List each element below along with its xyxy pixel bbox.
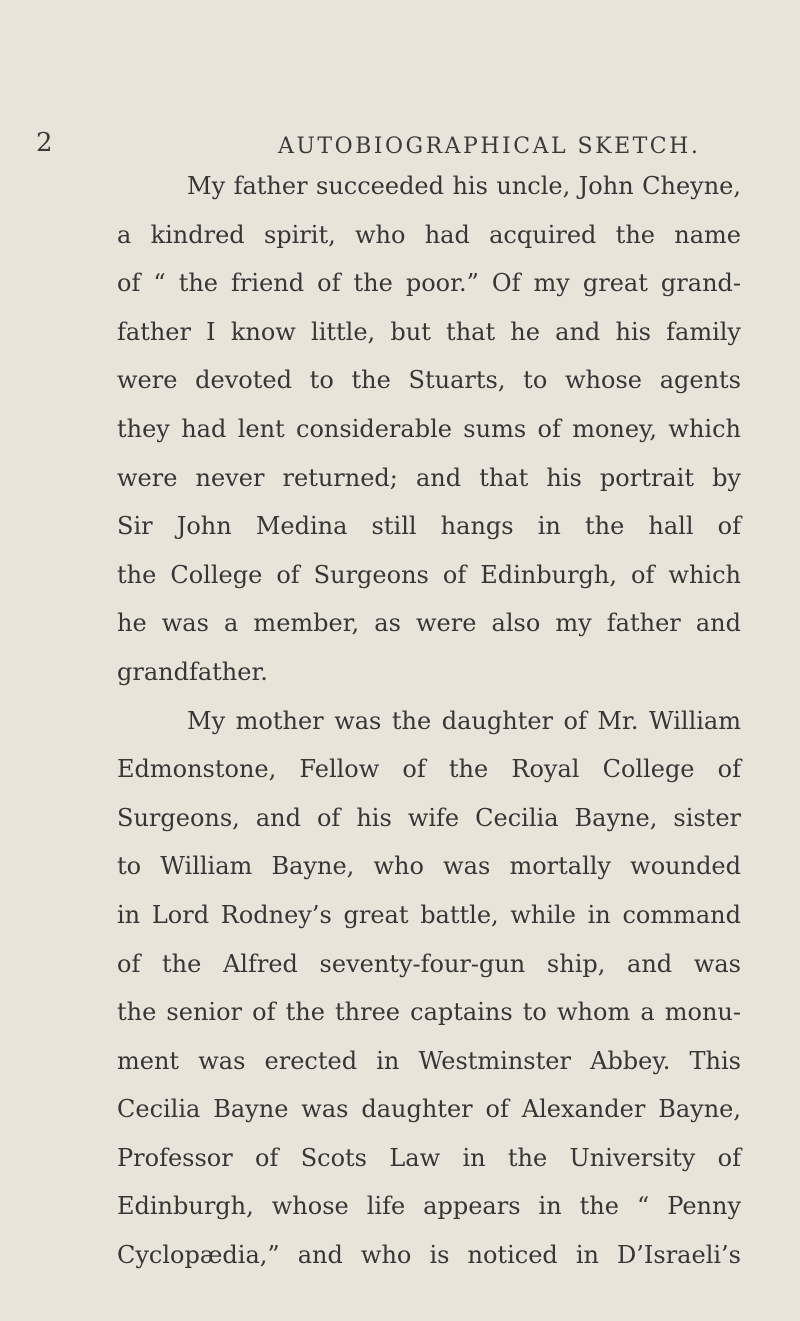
text-line: a kindred spirit, who had acquired the name xyxy=(117,220,741,249)
text-line: they had lent considerable sums of money, which xyxy=(117,414,741,443)
body-text xyxy=(117,162,741,1280)
text-line: Sir John Medina still hangs in the hall of xyxy=(117,512,741,541)
text-line: father I know little, but that he and his family xyxy=(117,317,741,346)
running-title: AUTOBIOGRAPHICAL SKETCH. xyxy=(278,134,701,159)
text-line: Edmonstone, Fellow of the Royal College of xyxy=(117,755,741,784)
text-line: the College of Surgeons of Edinburgh, of which xyxy=(117,560,741,589)
text-line: Cyclopædia,” and who is noticed in D’Israeli’s xyxy=(117,1241,741,1270)
text-line: were devoted to the Stuarts, to whose agents xyxy=(117,366,741,395)
text-line: Cecilia Bayne was daughter of Alexander Bayne, xyxy=(117,1095,741,1124)
text-line: My father succeeded his uncle, John Cheyne, xyxy=(187,172,741,200)
text-line: he was a member, as were also my father and xyxy=(117,609,741,638)
text-line: to William Bayne, who was mortally wounded xyxy=(117,852,741,881)
text-line: grandfather. xyxy=(117,657,268,686)
text-line: Surgeons, and of his wife Cecilia Bayne, sister xyxy=(117,803,741,832)
text-line: were never returned; and that his portrait by xyxy=(117,463,741,492)
text-line: of “ the friend of the poor.” Of my great grand- xyxy=(117,269,741,298)
page-number: 2 xyxy=(36,128,53,158)
text-line: Professor of Scots Law in the University of xyxy=(117,1143,741,1172)
text-line: the senior of the three captains to whom a monu- xyxy=(117,998,741,1027)
text-line: ment was erected in Westminster Abbey. This xyxy=(117,1046,741,1075)
text-line: of the Alfred seventy-four-gun ship, and was xyxy=(117,949,741,978)
text-line: My mother was the daughter of Mr. William xyxy=(187,706,741,735)
text-line: in Lord Rodney’s great battle, while in command xyxy=(117,900,741,929)
text-line: Edinburgh, whose life appears in the “ Penny xyxy=(117,1192,741,1221)
